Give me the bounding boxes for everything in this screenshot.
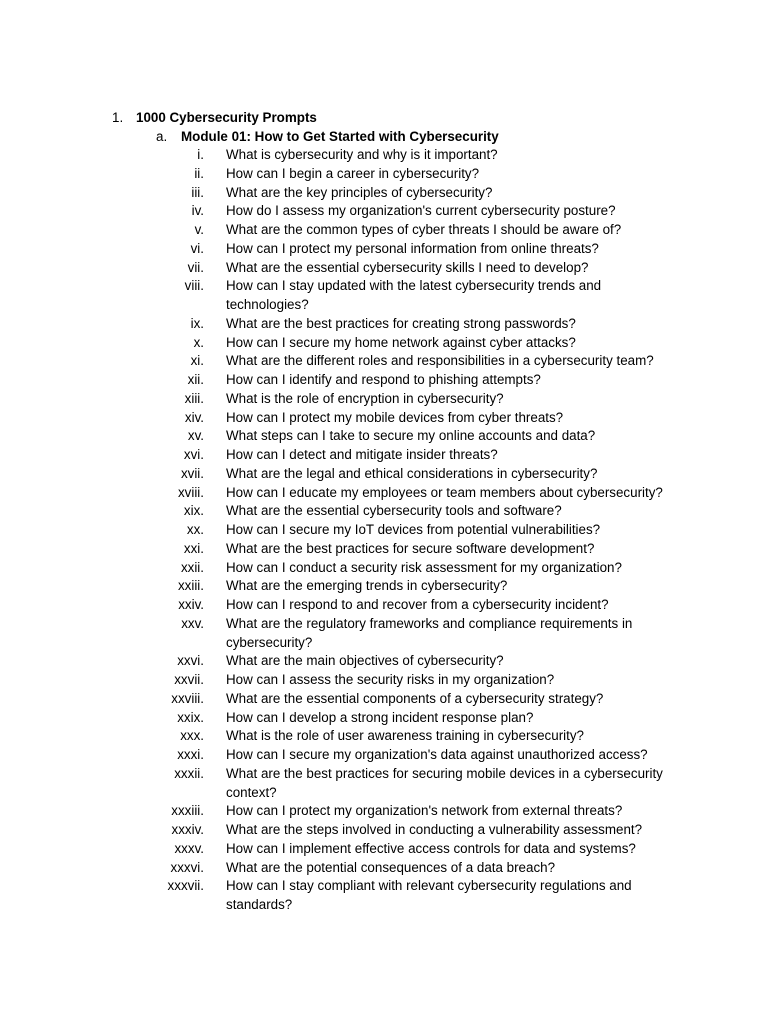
list-item [0, 277, 768, 315]
outline-number: 1. [112, 110, 124, 125]
list-item-number: xxxiv. [171, 822, 204, 837]
outline-heading [0, 108, 768, 127]
list-item [0, 877, 768, 915]
document-title: 1000 Cybersecurity Prompts [136, 110, 317, 125]
list-item-text: What are the essential components of a cybersecurity strategy? [226, 690, 604, 706]
list-item [0, 540, 768, 559]
list-item-number: xxi. [183, 540, 204, 556]
list-item [0, 840, 768, 859]
list-item-number: vii. [187, 259, 204, 275]
list-item [0, 315, 768, 334]
module-heading [0, 127, 768, 146]
prompt-list [0, 146, 768, 915]
list-item-number: xviii. [177, 484, 204, 500]
list-item-number: xxx. [180, 728, 204, 744]
list-item [0, 165, 768, 184]
list-item [0, 765, 768, 803]
list-item-text: How can I conduct a security risk assessment for my organization? [226, 559, 622, 575]
list-item-number: xvii. [180, 465, 204, 481]
list-item-number: xxvi. [177, 653, 204, 669]
list-item-text: What are the best practices for creating strong passwords? [226, 315, 576, 331]
list-item-number: xx. [186, 522, 204, 537]
list-item [0, 727, 768, 746]
list-item-number: xxxi. [177, 747, 204, 762]
list-item-text: What are the steps involved in conducting a vulnerability assessment? [226, 822, 643, 837]
list-item-text: How can I educate my employees or team members about cybersecurity? [226, 484, 663, 500]
list-item-text: What are the emerging trends in cybersecurity? [226, 578, 508, 594]
list-item-text: How can I implement effective access controls for data and systems? [226, 840, 636, 856]
list-item [0, 446, 768, 465]
list-item-number: xxviii. [171, 690, 204, 706]
list-item-text: What are the different roles and responsibilities in a cybersecurity team? [226, 353, 654, 369]
list-item [0, 821, 768, 840]
list-item-text: What are the legal and ethical considerations in cybersecurity? [226, 465, 598, 481]
list-item-number: ix. [190, 315, 204, 331]
list-item-number: i. [197, 147, 204, 162]
list-item [0, 202, 768, 221]
list-item [0, 427, 768, 446]
list-item [0, 615, 768, 653]
list-item-text: How can I identify and respond to phishing attempts? [226, 372, 541, 387]
list-item-text: How can I protect my mobile devices from cyber threats? [226, 409, 564, 425]
list-item-number: xxxiii. [171, 803, 204, 819]
list-item [0, 652, 768, 671]
list-item-number: xxxv. [174, 840, 204, 856]
list-item-number: ii. [194, 165, 204, 181]
list-item [0, 221, 768, 240]
list-item-number: viii. [184, 278, 204, 294]
list-item [0, 577, 768, 596]
list-item-number: xxxvi. [170, 859, 204, 875]
list-item-number: xiii. [184, 390, 204, 406]
list-item-number: xix. [183, 503, 204, 519]
list-item-number: iv. [191, 203, 204, 219]
list-item-text: What are the main objectives of cybersecurity? [226, 653, 504, 669]
list-item-number: xiv. [184, 409, 204, 425]
list-item [0, 465, 768, 484]
list-item-number: xxxvii. [167, 878, 204, 894]
list-item-number: v. [194, 222, 204, 237]
list-item-text: What are the regulatory frameworks and compliance requirements in cybersecurity? [226, 615, 633, 650]
list-item-number: xvi. [183, 447, 204, 462]
list-item-number: xxiii. [177, 578, 204, 594]
list-item-text: How can I secure my organization's data against unauthorized access? [226, 747, 648, 762]
list-item [0, 746, 768, 765]
list-item-text: How do I assess my organization's current cybersecurity posture? [226, 203, 616, 219]
list-item [0, 709, 768, 728]
list-item [0, 146, 768, 165]
list-item [0, 802, 768, 821]
list-item-text: What are the common types of cyber threats I should be aware of? [226, 222, 622, 237]
list-item [0, 334, 768, 353]
list-item [0, 596, 768, 615]
list-item-text: What are the best practices for secure software development? [226, 540, 595, 556]
module-letter: a. [156, 129, 168, 144]
list-item-text: What are the essential cybersecurity tools and software? [226, 503, 562, 519]
list-item-text: How can I respond to and recover from a cybersecurity incident? [226, 597, 609, 612]
list-item-text: What is cybersecurity and why is it important? [226, 147, 498, 162]
list-item [0, 240, 768, 259]
list-item-number: xi. [190, 353, 204, 369]
list-item-text: What is the role of user awareness training in cybersecurity? [226, 728, 584, 744]
list-item [0, 184, 768, 203]
list-item-text: How can I detect and mitigate insider threats? [226, 447, 498, 462]
list-item-number: xv. [187, 428, 204, 444]
list-item [0, 521, 768, 540]
list-item-text: What are the essential cybersecurity skills I need to develop? [226, 259, 589, 275]
list-item-text: How can I assess the security risks in my organization? [226, 672, 555, 687]
list-item-number: xxv. [181, 615, 204, 631]
list-item-text: What are the potential consequences of a data breach? [226, 859, 556, 875]
list-item-number: xxiv. [178, 597, 204, 612]
list-item [0, 371, 768, 390]
list-item-text: How can I protect my personal information from online threats? [226, 240, 599, 256]
list-item [0, 502, 768, 521]
list-item [0, 409, 768, 428]
list-item-text: How can I develop a strong incident response plan? [226, 709, 534, 725]
list-item-text: What steps can I take to secure my online accounts and data? [226, 428, 596, 444]
list-item [0, 559, 768, 578]
list-item-text: How can I stay compliant with relevant cybersecurity regulations and standards? [226, 878, 632, 912]
list-item-number: xxxii. [174, 765, 204, 781]
list-item-number: xii. [187, 372, 204, 387]
list-item-text: How can I begin a career in cybersecurity? [226, 165, 480, 181]
list-item [0, 390, 768, 409]
list-item-text: How can I stay updated with the latest cybersecurity trends and technologies? [226, 278, 602, 312]
list-item [0, 690, 768, 709]
list-item-number: xxix. [177, 709, 204, 725]
list-item-text: How can I protect my organization's network from external threats? [226, 803, 623, 819]
list-item-number: vi. [190, 240, 204, 256]
list-item [0, 352, 768, 371]
list-item-text: What are the key principles of cybersecurity? [226, 184, 493, 200]
list-item [0, 859, 768, 878]
list-item [0, 671, 768, 690]
list-item-text: How can I secure my IoT devices from potential vulnerabilities? [226, 522, 601, 537]
list-item-text: What is the role of encryption in cybersecurity? [226, 390, 504, 406]
list-item-text: What are the best practices for securing mobile devices in a cybersecurity context? [226, 765, 663, 800]
list-item [0, 259, 768, 278]
list-item-number: xxii. [180, 559, 204, 575]
list-item-number: xxvii. [174, 672, 204, 687]
list-item-number: iii. [191, 184, 204, 200]
list-item [0, 484, 768, 503]
module-title: Module 01: How to Get Started with Cybersecurity [181, 129, 499, 144]
list-item-number: x. [193, 334, 204, 350]
list-item-text: How can I secure my home network against cyber attacks? [226, 334, 576, 350]
